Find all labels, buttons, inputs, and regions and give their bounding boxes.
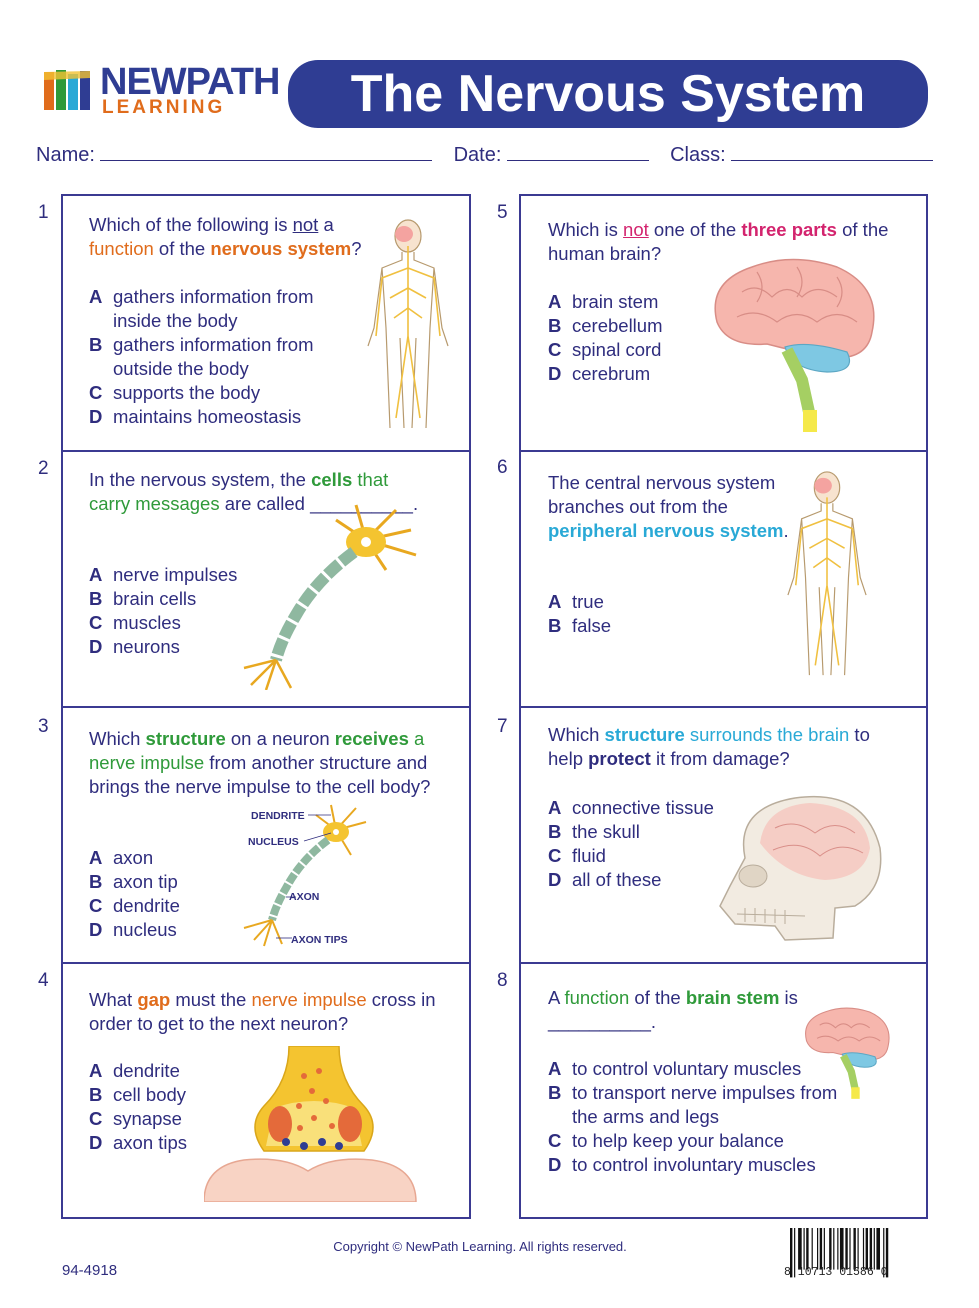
answer-option-d[interactable]: [548, 362, 698, 386]
option-letter: B: [89, 1084, 103, 1105]
date-field[interactable]: [507, 142, 649, 161]
diagram-label: DENDRITE: [251, 810, 305, 822]
logo-subword: LEARNING: [102, 97, 226, 118]
option-letter: D: [89, 636, 103, 657]
question-text-segment: What: [89, 989, 138, 1010]
answer-option-b[interactable]: [548, 314, 698, 338]
answer-option-b[interactable]: [89, 870, 239, 894]
question-text-segment: protect: [588, 748, 651, 769]
question-text-segment: In the nervous system, the: [89, 469, 312, 490]
question-text: [89, 727, 439, 799]
labeled-neuron-diagram: [236, 800, 396, 948]
synapse-illustration: [204, 1046, 419, 1202]
option-text: all of these: [572, 869, 662, 890]
question-text-segment: cells: [311, 469, 353, 490]
answer-option-d[interactable]: [548, 868, 738, 892]
question-text: [89, 988, 449, 1036]
question-text-segment: it from damage?: [650, 748, 790, 769]
option-text: dendrite: [113, 1060, 180, 1081]
option-letter: B: [548, 315, 562, 336]
answer-option-c[interactable]: [548, 338, 698, 362]
logo-wordmark: NEWPATH: [100, 61, 280, 103]
human-nervous-system-figure: [360, 218, 456, 433]
option-letter: A: [89, 847, 103, 868]
option-letter: C: [548, 339, 562, 360]
option-text: the skull: [572, 821, 640, 842]
option-letter: A: [548, 797, 562, 818]
option-text: nerve impulses: [113, 564, 238, 585]
option-letter: D: [89, 1132, 103, 1153]
brain-illustration: [796, 1000, 896, 1104]
option-text: to transport nerve impulses from the arms and legs: [572, 1082, 838, 1127]
question-text-segment: of the human brain?: [548, 219, 889, 264]
option-text: brain stem: [572, 291, 659, 312]
answer-option-c[interactable]: [548, 1129, 838, 1153]
question-text-segment: function: [564, 987, 630, 1008]
option-text: axon: [113, 847, 154, 868]
option-letter: C: [89, 895, 103, 916]
question-text-segment: is __________.: [548, 987, 798, 1032]
question-text-segment: cross in order to get to the next neuron?: [89, 989, 436, 1034]
copyright-notice: Copyright © NewPath Learning. All rights reserved.: [333, 1239, 627, 1254]
option-text: gathers information from inside the body: [113, 286, 314, 331]
name-field[interactable]: [100, 142, 432, 161]
option-text: false: [572, 615, 612, 636]
product-code: 94-4918: [62, 1262, 118, 1279]
question-number: 6: [497, 457, 508, 478]
option-text: spinal cord: [572, 339, 662, 360]
option-text: brain cells: [113, 588, 197, 609]
option-text: nucleus: [113, 919, 177, 940]
option-letter: A: [548, 591, 562, 612]
brain-illustration: [697, 252, 887, 434]
answer-option-c[interactable]: [89, 381, 349, 405]
question-text-segment: that carry messages: [89, 469, 389, 514]
option-text: to control involuntary muscles: [572, 1154, 816, 1175]
option-letter: A: [548, 1058, 562, 1079]
question-text-segment: on a neuron: [225, 728, 335, 749]
option-letter: B: [548, 1082, 562, 1103]
divider: [519, 450, 928, 452]
question-text-segment: A: [548, 987, 565, 1008]
class-label: Class:: [670, 144, 726, 166]
answer-option-a[interactable]: [89, 846, 239, 870]
question-text-segment: not: [292, 214, 319, 235]
question-number: 5: [497, 202, 508, 223]
option-letter: B: [548, 615, 562, 636]
gutter: [471, 192, 519, 1222]
question-number: 1: [38, 202, 49, 223]
option-letter: B: [89, 588, 103, 609]
option-list: [548, 796, 738, 892]
option-letter: D: [89, 406, 103, 427]
divider: [61, 450, 471, 452]
answer-option-b[interactable]: [548, 614, 698, 638]
question-number: 2: [38, 458, 49, 479]
question-text-segment: are called __________.: [219, 493, 419, 514]
barcode-number: 8 10713 01586 0: [784, 1266, 888, 1279]
divider: [61, 706, 471, 708]
question-number: 8: [497, 970, 508, 991]
answer-option-a[interactable]: [548, 290, 698, 314]
option-letter: B: [89, 871, 103, 892]
question-text-segment: function: [89, 238, 154, 259]
question-number: 7: [497, 716, 508, 737]
question-text-segment: Which: [548, 724, 605, 745]
question-text-segment: a nerve impulse: [89, 728, 425, 773]
answer-option-b[interactable]: [548, 1081, 838, 1129]
option-list: [548, 1057, 838, 1177]
question-text-segment: .: [783, 520, 789, 541]
option-letter: D: [89, 919, 103, 940]
skull-brain-illustration: [715, 788, 885, 944]
neuron-illustration: [236, 500, 426, 690]
name-label: Name:: [36, 144, 95, 166]
option-list: [89, 285, 349, 429]
option-text: synapse: [113, 1108, 182, 1129]
diagram-label: NUCLEUS: [248, 836, 299, 848]
question-text-segment: structure: [604, 724, 685, 745]
option-letter: C: [548, 845, 562, 866]
answer-option-c[interactable]: [548, 844, 738, 868]
option-text: gathers information from outside the body: [113, 334, 314, 379]
divider: [519, 706, 928, 708]
answer-option-b[interactable]: [89, 333, 349, 381]
question-text: [548, 471, 798, 543]
option-text: neurons: [113, 636, 180, 657]
option-letter: D: [548, 869, 562, 890]
option-text: supports the body: [113, 382, 261, 403]
option-text: axon tip: [113, 871, 178, 892]
divider: [519, 962, 928, 964]
option-letter: C: [548, 1130, 562, 1151]
question-number: 3: [38, 716, 49, 737]
student-info-row: [36, 142, 936, 167]
question-number: 4: [38, 970, 49, 991]
question-text-segment: peripheral nervous system: [548, 520, 784, 541]
option-list: [548, 590, 698, 638]
question-text-segment: not: [623, 219, 649, 240]
answer-option-a[interactable]: [548, 1057, 838, 1081]
diagram-label: AXON TIPS: [291, 934, 348, 946]
option-text: muscles: [113, 612, 181, 633]
answer-option-d[interactable]: [548, 1153, 838, 1177]
option-letter: A: [89, 564, 103, 585]
option-letter: A: [548, 291, 562, 312]
question-text: [89, 213, 379, 261]
option-letter: D: [548, 363, 562, 384]
answer-option-a[interactable]: [548, 796, 738, 820]
divider: [61, 962, 471, 964]
answer-option-a[interactable]: [89, 285, 349, 333]
option-text: maintains homeostasis: [113, 406, 302, 427]
question-text-segment: structure: [145, 728, 226, 749]
question-text: [548, 986, 808, 1034]
option-letter: B: [548, 821, 562, 842]
question-text-segment: gap: [137, 989, 171, 1010]
question-text-segment: nerve impulse: [251, 989, 367, 1010]
option-letter: D: [548, 1154, 562, 1175]
answer-option-a[interactable]: [548, 590, 698, 614]
question-text-segment: to help: [548, 724, 870, 769]
page-title: The Nervous System: [288, 60, 928, 128]
question-text-segment: of the: [153, 238, 211, 259]
option-text: dendrite: [113, 895, 180, 916]
option-list: [548, 290, 698, 386]
question-text-segment: three parts: [741, 219, 837, 240]
option-letter: B: [89, 334, 103, 355]
answer-option-c[interactable]: [89, 894, 239, 918]
question-text-segment: a: [318, 214, 334, 235]
option-text: to control voluntary muscles: [572, 1058, 802, 1079]
option-text: fluid: [572, 845, 606, 866]
option-text: connective tissue: [572, 797, 714, 818]
question-text-segment: ?: [351, 238, 362, 259]
question-text-segment: must the: [170, 989, 252, 1010]
answer-option-d[interactable]: [89, 405, 349, 429]
date-label: Date:: [453, 144, 502, 166]
question-text-segment: one of the: [648, 219, 742, 240]
question-text-segment: receives: [334, 728, 409, 749]
logo-mark: [42, 68, 94, 114]
question-text-segment: surrounds the brain: [684, 724, 850, 745]
diagram-label: AXON: [289, 891, 320, 903]
option-letter: C: [89, 1108, 103, 1129]
option-letter: C: [89, 612, 103, 633]
question-text: [548, 723, 888, 771]
option-letter: A: [89, 1060, 103, 1081]
option-text: true: [572, 591, 604, 612]
option-text: cerebrum: [572, 363, 651, 384]
option-letter: C: [89, 382, 103, 403]
option-list: [89, 846, 239, 942]
question-text-segment: from another structure and brings the nerve impulse to the cell body?: [89, 752, 431, 797]
question-text-segment: of the: [629, 987, 686, 1008]
option-text: to help keep your balance: [572, 1130, 784, 1151]
option-letter: A: [89, 286, 103, 307]
question-text-segment: Which of the following is: [89, 214, 293, 235]
question-text-segment: Which: [89, 728, 146, 749]
human-nervous-system-figure: [780, 470, 874, 680]
question-text-segment: nervous system: [210, 238, 352, 259]
answer-option-b[interactable]: [548, 820, 738, 844]
question-text-segment: The central nervous system branches out from the: [548, 472, 776, 517]
question-text-segment: Which is: [548, 219, 624, 240]
class-field[interactable]: [731, 142, 933, 161]
option-text: axon tips: [113, 1132, 188, 1153]
option-text: cerebellum: [572, 315, 663, 336]
question-text-segment: brain stem: [685, 987, 780, 1008]
answer-option-d[interactable]: [89, 918, 239, 942]
option-text: cell body: [113, 1084, 187, 1105]
